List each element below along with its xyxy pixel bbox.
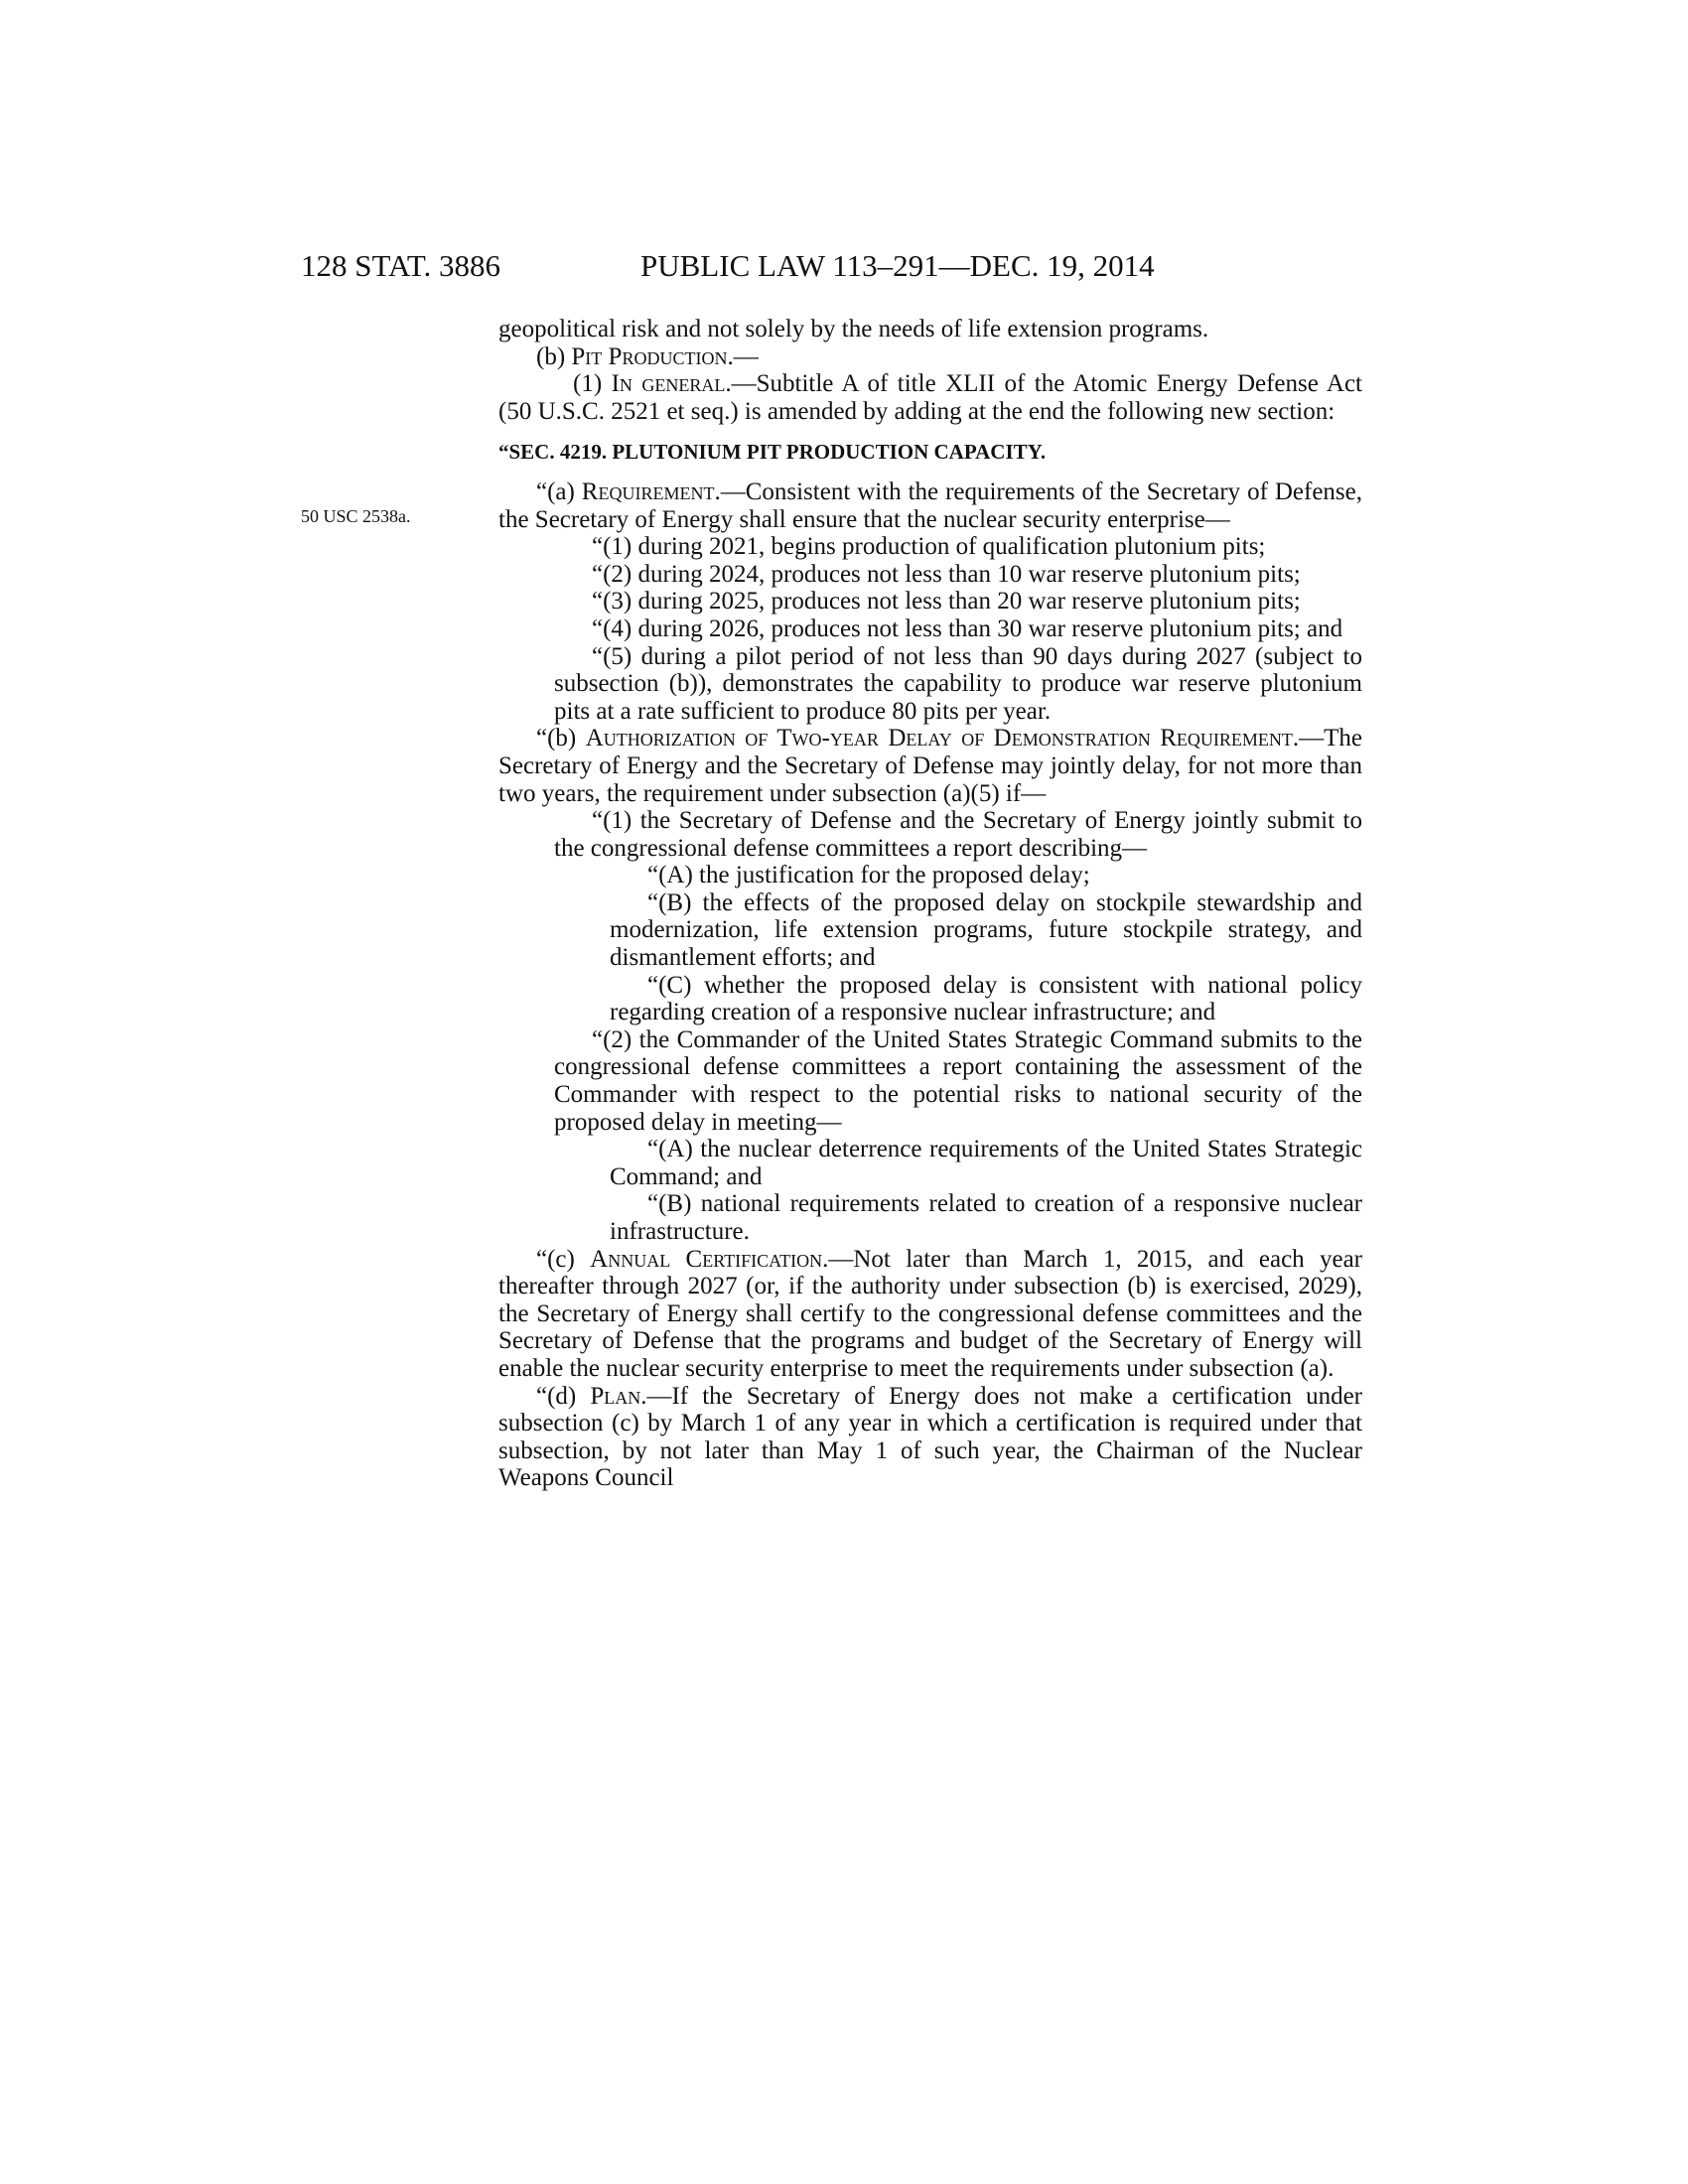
subsection-a-items [498, 533, 1362, 725]
subsection-b-items [498, 807, 1362, 1246]
page-stat-number: 128 STAT. 3886 [301, 248, 501, 283]
subsection-b-heading: (b) Pit Production.— [536, 342, 759, 370]
item-b2: “(2) the Commander of the United States Strategic Command submits to the congressional defense committees a report containing the assessment of the Commander with respect to the potential risks to national security of the proposed delay in meeting— [554, 1025, 1362, 1136]
item-a3: “(3) during 2025, produces not less than 20 war reserve plutonium pits; [592, 588, 1301, 615]
item-b1-subitems [554, 862, 1362, 1026]
item-a5: “(5) during a pilot period of not less than 90 days during 2027 (subject to subsection (b)), demonstrates the capability to produce war reserve plutonium pits at a rate sufficient to produce 80 pits per year. [554, 642, 1362, 725]
subsection-b: “(b) Authorization of Two-year Delay of Demonstration Requirement.—The Secretary of Energy and the Secretary of Defense may jointly delay, for not more than two years, the requirement under subsection (a)(5) if— [498, 725, 1362, 807]
item-b1C: “(C) whether the proposed delay is consistent with national policy regarding creation of a responsive nuclear infrastructure; and [610, 971, 1362, 1026]
item-b1: “(1) the Secretary of Defense and the Secretary of Energy jointly submit to the congressional defense committees a report describing— [554, 807, 1362, 862]
subsection-d: “(d) Plan.—If the Secretary of Energy does not make a certification under subsection (c) by March 1 of any year in which a certification is required under that subsection, by not later than May 1 of such year, the Chairman of the Nuclear Weapons Council [498, 1382, 1363, 1492]
section-heading: “SEC. 4219. PLUTONIUM PIT PRODUCTION CAPACITY. [498, 440, 1047, 465]
subsection-c: “(c) Annual Certification.—Not later than March 1, 2015, and each year thereafter through 2027 (or, if the authority under subsection (b) is exercised, 2029), the Secretary of Energy shall certify to the congressional defense committees and the Secretary of Defense that the programs and budget of the Secretary of Energy will enable the nuclear security enterprise to meet the requirements under subsection (a). [498, 1245, 1363, 1382]
item-b2-subitems [554, 1136, 1362, 1245]
paragraph-continuation: geopolitical risk and not solely by the needs of life extension programs. [498, 316, 1209, 342]
item-b2A: “(A) the nuclear deterrence requirements of the United States Strategic Command; and [610, 1136, 1362, 1190]
item-a4: “(4) during 2026, produces not less than 30 war reserve plutonium pits; and [592, 614, 1343, 642]
margin-citation: 50 USC 2538a. [301, 506, 411, 526]
item-b2B: “(B) national requirements related to creation of a responsive nuclear infrastructure. [610, 1190, 1362, 1245]
item-a1: “(1) during 2021, begins production of qualification plutonium pits; [592, 533, 1266, 561]
running-header: PUBLIC LAW 113–291—DEC. 19, 2014 [640, 248, 1155, 283]
item-b1A: “(A) the justification for the proposed delay; [647, 862, 1090, 889]
item-a2: “(2) during 2024, produces not less than 10 war reserve plutonium pits; [592, 560, 1301, 588]
statute-text [498, 316, 1362, 1492]
item-b1B: “(B) the effects of the proposed delay on stockpile stewardship and modernization, life extension programs, future stockpile strategy, and dismantlement efforts; and [610, 888, 1362, 972]
paragraph-in-general: (1) In general.—Subtitle A of title XLII of the Atomic Energy Defense Act (50 U.S.C. 2521 et seq.) is amended by adding at the end the following new section: [498, 370, 1363, 425]
subsection-a: “(a) Requirement.—Consistent with the requirements of the Secretary of Defense, the Secretary of Energy shall ensure that the nuclear security enterprise— [498, 478, 1362, 533]
